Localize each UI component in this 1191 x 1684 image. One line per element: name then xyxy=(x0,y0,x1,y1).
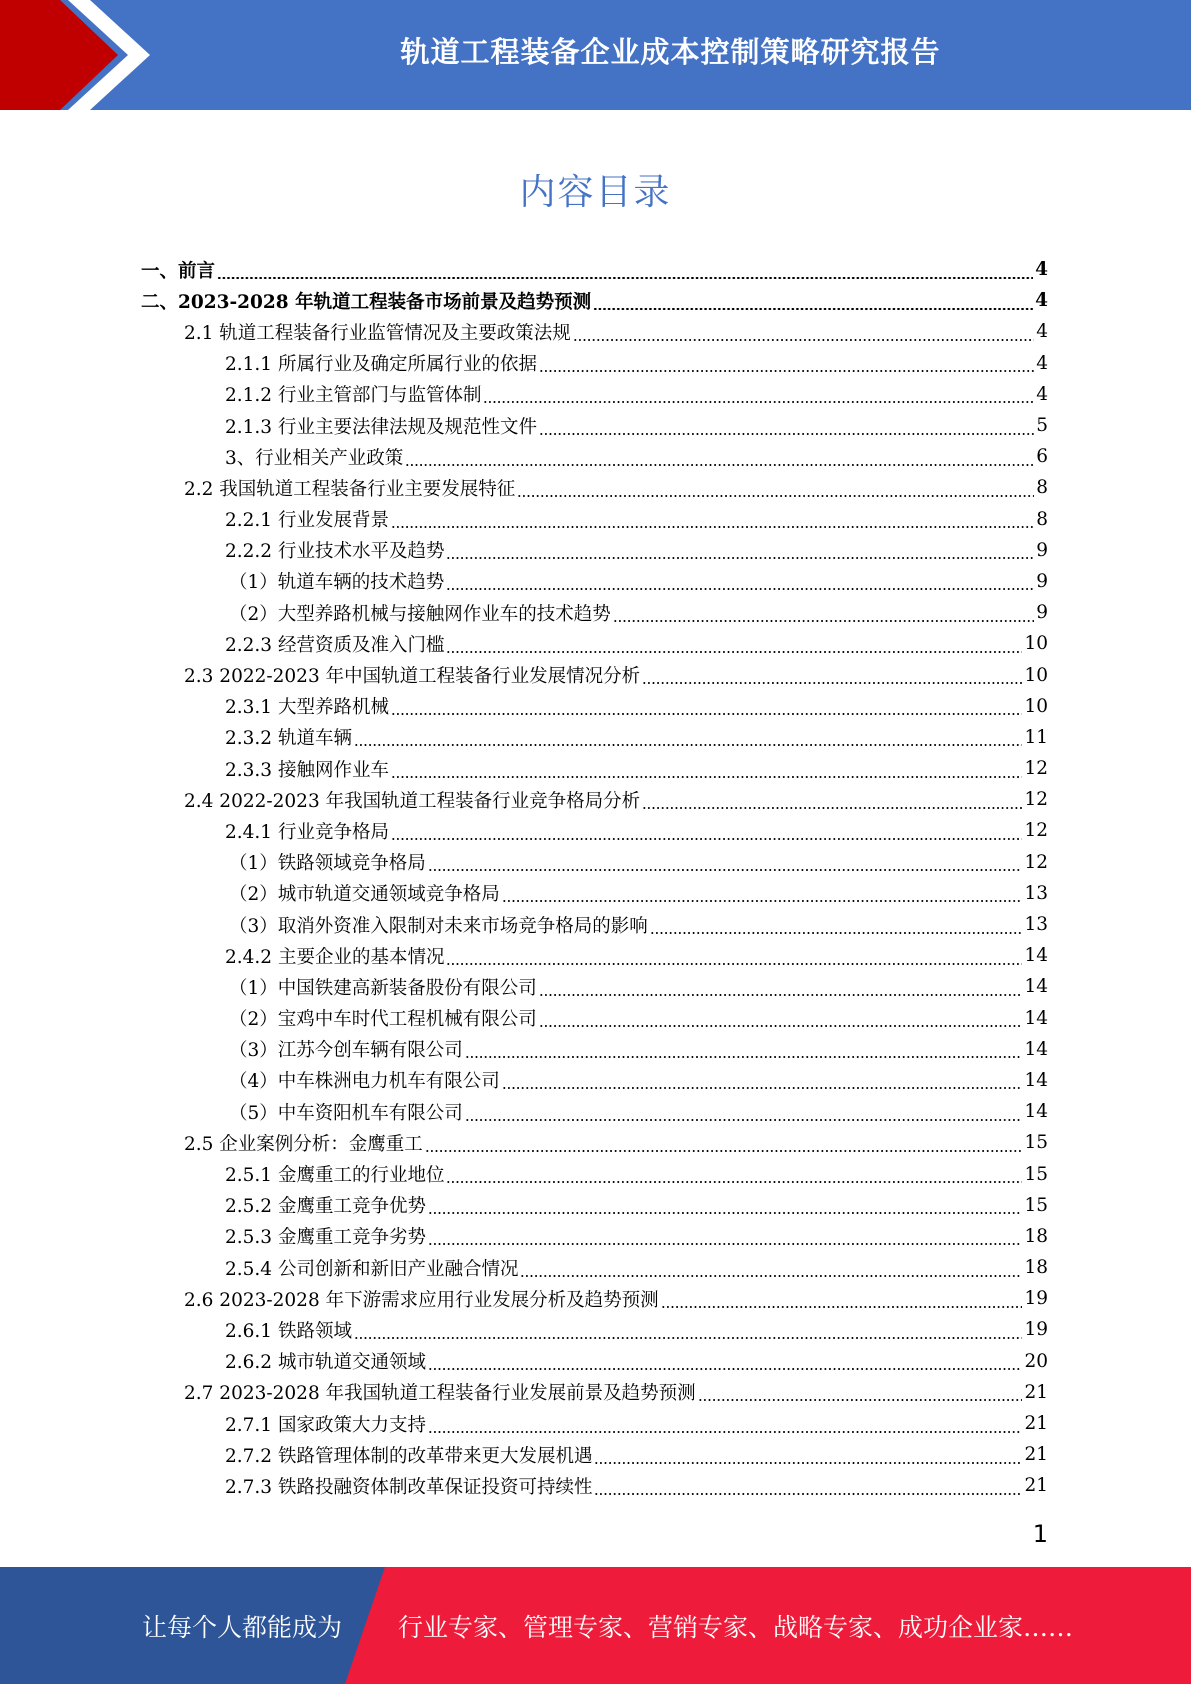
toc-entry-label: 2.5.1 金鹰重工的行业地位 xyxy=(225,1165,445,1187)
toc-dot-leader xyxy=(594,1462,1022,1464)
toc-dot-leader xyxy=(483,401,1034,403)
toc-dot-leader xyxy=(391,713,1022,715)
toc-entry-page: 10 xyxy=(1024,633,1048,655)
toc-entry-label: （5）中车资阳机车有限公司 xyxy=(229,1102,463,1124)
toc-dot-leader xyxy=(405,464,1034,466)
toc-dot-leader xyxy=(428,869,1023,871)
toc-dot-leader xyxy=(446,588,1034,590)
toc-dot-leader xyxy=(594,1493,1022,1495)
toc-entry-label: 2.2.2 行业技术水平及趋势 xyxy=(225,541,445,563)
toc-entry[interactable] xyxy=(141,1377,1048,1408)
footer-band xyxy=(0,1567,1191,1684)
toc-entry[interactable] xyxy=(141,878,1048,909)
toc-entry[interactable] xyxy=(141,535,1048,566)
toc-entry-page: 10 xyxy=(1024,695,1048,717)
toc-entry-label: 2.6.1 铁路领域 xyxy=(225,1320,352,1342)
toc-entry-label: 2.1.2 行业主管部门与监管体制 xyxy=(225,385,482,407)
toc-entry[interactable] xyxy=(141,441,1048,472)
toc-entry[interactable] xyxy=(141,1158,1048,1189)
toc-entry-label: （3）江苏今创车辆有限公司 xyxy=(229,1040,463,1062)
toc-dot-leader xyxy=(217,277,1033,279)
toc-dot-leader xyxy=(425,1150,1023,1152)
toc-entry-label: 2.4.2 主要企业的基本情况 xyxy=(225,946,445,968)
toc-entry-page: 14 xyxy=(1024,1038,1048,1060)
toc-entry-label: 2.5.3 金鹰重工竞争劣势 xyxy=(225,1227,426,1249)
toc-dot-leader xyxy=(642,807,1022,809)
toc-dot-leader xyxy=(391,838,1022,840)
toc-entry[interactable] xyxy=(141,847,1048,878)
toc-entry[interactable] xyxy=(141,566,1048,597)
toc-entry[interactable] xyxy=(141,316,1048,347)
toc-entry-label: （2）大型养路机械与接触网作业车的技术趋势 xyxy=(229,603,611,625)
header-band xyxy=(0,0,1191,110)
toc-entry[interactable] xyxy=(141,1034,1048,1065)
toc-dot-leader xyxy=(354,744,1023,746)
toc-entry[interactable] xyxy=(141,971,1048,1002)
toc-entry[interactable] xyxy=(141,753,1048,784)
toc-entry[interactable] xyxy=(141,1065,1048,1096)
toc-entry-page: 4 xyxy=(1036,383,1048,405)
toc-entry[interactable] xyxy=(141,1252,1048,1283)
toc-entry[interactable] xyxy=(141,1283,1048,1314)
toc-entry-page: 8 xyxy=(1036,508,1048,530)
toc-entry-page: 12 xyxy=(1024,851,1048,873)
toc-entry-label: （1）轨道车辆的技术趋势 xyxy=(229,572,445,594)
toc-entry[interactable] xyxy=(141,628,1048,659)
toc-entry[interactable] xyxy=(141,1003,1048,1034)
toc-dot-leader xyxy=(428,1212,1022,1214)
toc-entry-label: 2.7.2 铁路管理体制的改革带来更大发展机遇 xyxy=(225,1445,593,1467)
toc-entry[interactable] xyxy=(141,815,1048,846)
toc-dot-leader xyxy=(650,932,1023,934)
toc-entry-page: 15 xyxy=(1024,1163,1048,1185)
toc-dot-leader xyxy=(446,651,1022,653)
toc-entry[interactable] xyxy=(141,1190,1048,1221)
toc-dot-leader xyxy=(428,1368,1022,1370)
toc-dot-leader xyxy=(539,433,1034,435)
toc-entry-label: 2.2 我国轨道工程装备行业主要发展特征 xyxy=(184,478,516,500)
toc-entry-label: 2.5.4 公司创新和新旧产业融合情况 xyxy=(225,1258,519,1280)
table-of-contents xyxy=(141,254,1048,1502)
toc-entry-label: 二、2023-2028 年轨道工程装备市场前景及趋势预测 xyxy=(141,291,592,313)
toc-entry-page: 4 xyxy=(1035,290,1048,312)
toc-entry-label: （2）宝鸡中车时代工程机械有限公司 xyxy=(229,1009,537,1031)
toc-dot-leader xyxy=(502,900,1023,902)
toc-dot-leader xyxy=(642,682,1022,684)
toc-entry-label: 2.3.1 大型养路机械 xyxy=(225,697,389,719)
toc-entry[interactable] xyxy=(141,1127,1048,1158)
toc-entry-label: 2.7.3 铁路投融资体制改革保证投资可持续性 xyxy=(225,1476,593,1498)
toc-entry-label: 2.5.2 金鹰重工竞争优势 xyxy=(225,1196,426,1218)
toc-entry-page: 9 xyxy=(1036,570,1048,592)
toc-dot-leader xyxy=(539,1025,1023,1027)
toc-entry-page: 12 xyxy=(1024,789,1048,811)
toc-entry[interactable] xyxy=(141,1408,1048,1439)
toc-entry-label: 3、行业相关产业政策 xyxy=(225,447,404,469)
toc-entry-label: 2.4.1 行业竞争格局 xyxy=(225,821,389,843)
toc-entry-label: 2.4 2022-2023 年我国轨道工程装备行业竞争格局分析 xyxy=(184,790,641,812)
toc-entry-label: 2.7 2023-2028 年我国轨道工程装备行业发展前景及趋势预测 xyxy=(184,1383,696,1405)
toc-entry-page: 15 xyxy=(1024,1132,1048,1154)
toc-dot-leader xyxy=(465,1056,1023,1058)
toc-entry-page: 14 xyxy=(1024,945,1048,967)
toc-entry-label: 2.1 轨道工程装备行业监管情况及主要政策法规 xyxy=(184,322,571,344)
toc-entry[interactable] xyxy=(141,1470,1048,1501)
toc-entry[interactable] xyxy=(141,1439,1048,1470)
toc-dot-leader xyxy=(698,1399,1023,1401)
toc-entry-page: 8 xyxy=(1036,477,1048,499)
toc-entry[interactable] xyxy=(141,597,1048,628)
toc-entry-page: 19 xyxy=(1024,1319,1048,1341)
toc-entry[interactable] xyxy=(141,379,1048,410)
toc-dot-leader xyxy=(465,1119,1023,1121)
toc-entry-page: 21 xyxy=(1024,1475,1048,1497)
toc-dot-leader xyxy=(391,526,1034,528)
toc-entry-page: 15 xyxy=(1024,1194,1048,1216)
toc-entry[interactable] xyxy=(141,784,1048,815)
toc-dot-leader xyxy=(593,308,1033,310)
toc-entry[interactable] xyxy=(141,1221,1048,1252)
toc-entry-label: 2.3.2 轨道车辆 xyxy=(225,728,352,750)
toc-entry-page: 14 xyxy=(1024,976,1048,998)
toc-entry-page: 19 xyxy=(1024,1288,1048,1310)
toc-dot-leader xyxy=(539,994,1023,996)
toc-entry-page: 13 xyxy=(1024,914,1048,936)
toc-entry-page: 14 xyxy=(1024,1069,1048,1091)
footer-slogan-right: 行业专家、管理专家、营销专家、战略专家、成功企业家…… xyxy=(398,1612,1074,1642)
toc-entry[interactable] xyxy=(141,722,1048,753)
toc-dot-leader xyxy=(446,1181,1022,1183)
toc-dot-leader xyxy=(428,1243,1022,1245)
toc-dot-leader xyxy=(661,1306,1023,1308)
toc-entry[interactable] xyxy=(141,909,1048,940)
toc-entry-page: 10 xyxy=(1024,664,1048,686)
toc-entry-label: 2.3 2022-2023 年中国轨道工程装备行业发展情况分析 xyxy=(184,666,641,688)
toc-entry-label: 一、前言 xyxy=(141,260,216,282)
toc-entry[interactable] xyxy=(141,1314,1048,1345)
toc-dot-leader xyxy=(446,557,1034,559)
toc-entry[interactable] xyxy=(141,940,1048,971)
toc-dot-leader xyxy=(539,370,1034,372)
toc-entry-page: 14 xyxy=(1024,1101,1048,1123)
toc-entry-label: 2.3.3 接触网作业车 xyxy=(225,759,389,781)
toc-entry-page: 21 xyxy=(1024,1381,1048,1403)
toc-entry-label: （2）城市轨道交通领域竞争格局 xyxy=(229,884,500,906)
toc-entry[interactable] xyxy=(141,659,1048,690)
toc-entry-page: 18 xyxy=(1024,1257,1048,1279)
page-number: 1 xyxy=(1032,1520,1048,1548)
toc-entry-label: 2.1.3 行业主要法律法规及规范性文件 xyxy=(225,416,537,438)
toc-entry-page: 9 xyxy=(1036,602,1048,624)
toc-entry[interactable] xyxy=(141,1096,1048,1127)
toc-dot-leader xyxy=(446,963,1022,965)
toc-entry-label: 2.2.3 经营资质及准入门槛 xyxy=(225,634,445,656)
toc-entry-label: （1）中国铁建高新装备股份有限公司 xyxy=(229,977,537,999)
toc-entry-page: 13 xyxy=(1024,882,1048,904)
toc-entry-label: 2.6.2 城市轨道交通领域 xyxy=(225,1352,426,1374)
toc-entry[interactable] xyxy=(141,285,1048,316)
toc-entry-page: 4 xyxy=(1036,352,1048,374)
toc-dot-leader xyxy=(354,1337,1023,1339)
toc-entry-page: 4 xyxy=(1035,259,1048,281)
toc-entry-page: 12 xyxy=(1024,758,1048,780)
toc-dot-leader xyxy=(428,1431,1022,1433)
toc-entry-page: 18 xyxy=(1024,1225,1048,1247)
toc-dot-leader xyxy=(502,1087,1023,1089)
toc-entry-page: 14 xyxy=(1024,1007,1048,1029)
toc-entry[interactable] xyxy=(141,1346,1048,1377)
toc-dot-leader xyxy=(573,339,1034,341)
toc-dot-leader xyxy=(520,1275,1022,1277)
toc-entry-page: 4 xyxy=(1036,321,1048,343)
toc-entry-page: 21 xyxy=(1024,1444,1048,1466)
toc-entry[interactable] xyxy=(141,410,1048,441)
toc-entry-label: 2.1.1 所属行业及确定所属行业的依据 xyxy=(225,354,537,376)
toc-entry-label: 2.6 2023-2028 年下游需求应用行业发展分析及趋势预测 xyxy=(184,1289,659,1311)
toc-entry-page: 11 xyxy=(1024,726,1048,748)
toc-entry[interactable] xyxy=(141,348,1048,379)
toc-entry-page: 6 xyxy=(1036,446,1048,468)
toc-entry-page: 5 xyxy=(1036,415,1048,437)
toc-entry[interactable] xyxy=(141,254,1048,285)
toc-entry[interactable] xyxy=(141,691,1048,722)
toc-entry-page: 20 xyxy=(1024,1350,1048,1372)
toc-entry[interactable] xyxy=(141,472,1048,503)
toc-dot-leader xyxy=(391,776,1022,778)
toc-dot-leader xyxy=(613,620,1034,622)
toc-entry-page: 12 xyxy=(1024,820,1048,842)
toc-entry[interactable] xyxy=(141,504,1048,535)
footer-slogan-left: 让每个人都能成为 xyxy=(142,1612,343,1642)
toc-dot-leader xyxy=(517,495,1034,497)
toc-entry-label: 2.7.1 国家政策大力支持 xyxy=(225,1414,426,1436)
toc-entry-page: 21 xyxy=(1024,1413,1048,1435)
toc-entry-label: 2.2.1 行业发展背景 xyxy=(225,510,389,532)
toc-entry-label: 2.5 企业案例分析：金鹰重工 xyxy=(184,1133,423,1155)
toc-entry-page: 9 xyxy=(1036,539,1048,561)
toc-entry-label: （3）取消外资准入限制对未来市场竞争格局的影响 xyxy=(229,915,648,937)
toc-entry-label: （1）铁路领域竞争格局 xyxy=(229,853,426,875)
toc-heading: 内容目录 xyxy=(519,172,672,213)
toc-entry-label: （4）中车株洲电力机车有限公司 xyxy=(229,1071,500,1093)
report-title: 轨道工程装备企业成本控制策略研究报告 xyxy=(400,34,941,69)
